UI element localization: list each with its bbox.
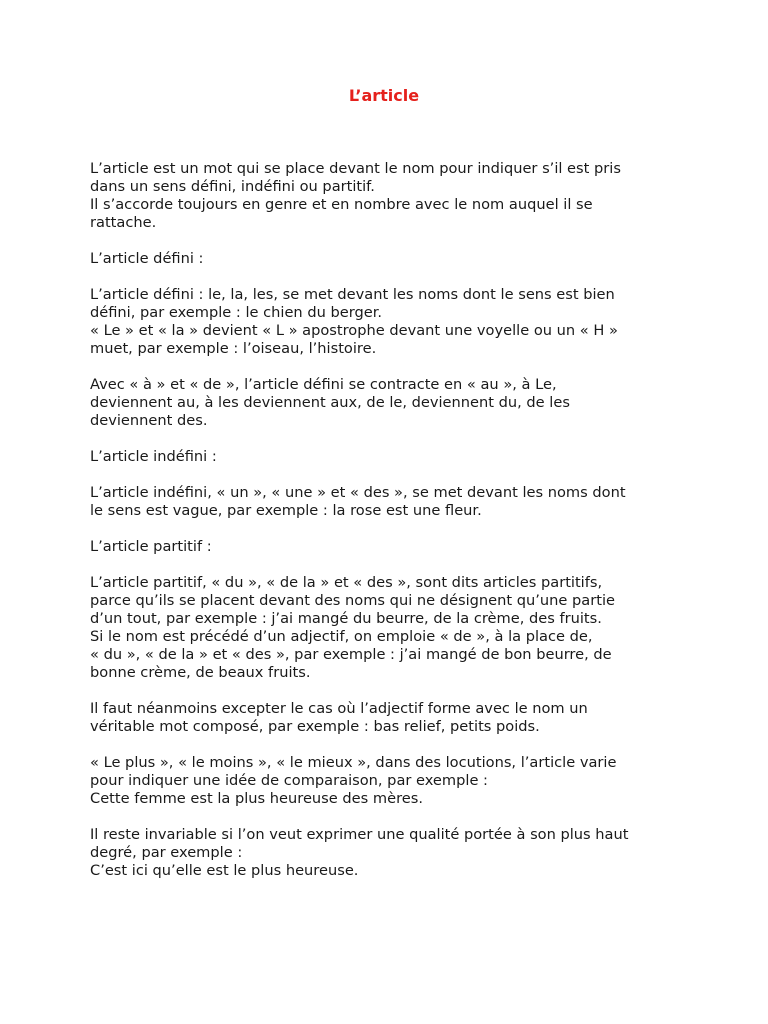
text-line: Cette femme est la plus heureuse des mères. [90, 790, 423, 807]
paragraph [90, 538, 680, 556]
text-line: deviennent des. [90, 412, 208, 429]
paragraph-gap [90, 466, 680, 484]
paragraph [90, 448, 680, 466]
text-line: Avec « à » et « de », l’article défini se contracte en « au », à Le, [90, 376, 557, 393]
paragraph [90, 574, 680, 682]
paragraph [90, 160, 680, 232]
text-line: dans un sens défini, indéfini ou partitif. [90, 178, 375, 195]
text-line: bonne crème, de beaux fruits. [90, 664, 311, 681]
text-line: véritable mot composé, par exemple : bas relief, petits poids. [90, 718, 540, 735]
paragraph-gap [90, 736, 680, 754]
text-line: pour indiquer une idée de comparaison, par exemple : [90, 772, 488, 789]
text-line: L’article partitif : [90, 538, 212, 555]
text-line: Il faut néanmoins excepter le cas où l’adjectif forme avec le nom un [90, 700, 588, 717]
paragraph-gap [90, 682, 680, 700]
text-line: parce qu’ils se placent devant des noms qui ne désignent qu’une partie [90, 592, 615, 609]
paragraph-gap [90, 358, 680, 376]
paragraph [90, 286, 680, 358]
text-line: L’article défini : le, la, les, se met devant les noms dont le sens est bien [90, 286, 615, 303]
document-body [90, 160, 680, 880]
paragraph-gap [90, 808, 680, 826]
text-line: L’article partitif, « du », « de la » et « des », sont dits articles partitifs, [90, 574, 603, 591]
text-line: L’article indéfini : [90, 448, 217, 465]
paragraph-gap [90, 430, 680, 448]
text-line: défini, par exemple : le chien du berger. [90, 304, 383, 321]
paragraph-gap [90, 556, 680, 574]
text-line: le sens est vague, par exemple : la rose est une fleur. [90, 502, 482, 519]
text-line: L’article indéfini, « un », « une » et « des », se met devant les noms dont [90, 484, 626, 501]
paragraph [90, 376, 680, 430]
paragraph [90, 826, 680, 880]
text-line: L’article est un mot qui se place devant le nom pour indiquer s’il est pris [90, 160, 621, 177]
text-line: C’est ici qu’elle est le plus heureuse. [90, 862, 359, 879]
text-line: rattache. [90, 214, 157, 231]
text-line: « Le plus », « le moins », « le mieux », dans des locutions, l’article varie [90, 754, 617, 771]
paragraph [90, 484, 680, 520]
text-line: muet, par exemple : l’oiseau, l’histoire. [90, 340, 377, 357]
paragraph-gap [90, 268, 680, 286]
paragraph-gap [90, 520, 680, 538]
text-line: « du », « de la » et « des », par exemple : j’ai mangé de bon beurre, de [90, 646, 612, 663]
text-line: deviennent au, à les deviennent aux, de le, deviennent du, de les [90, 394, 570, 411]
paragraph [90, 700, 680, 736]
text-line: Si le nom est précédé d’un adjectif, on emploie « de », à la place de, [90, 628, 593, 645]
text-line: Il s’accorde toujours en genre et en nombre avec le nom auquel il se [90, 196, 593, 213]
text-line: L’article défini : [90, 250, 204, 267]
text-line: « Le » et « la » devient « L » apostrophe devant une voyelle ou un « H » [90, 322, 618, 339]
paragraph [90, 250, 680, 268]
paragraph-gap [90, 232, 680, 250]
text-line: Il reste invariable si l’on veut exprimer une qualité portée à son plus haut [90, 826, 629, 843]
text-line: d’un tout, par exemple : j’ai mangé du beurre, de la crème, des fruits. [90, 610, 602, 627]
text-line: degré, par exemple : [90, 844, 243, 861]
paragraph [90, 754, 680, 808]
page-title: L’article [348, 86, 420, 105]
